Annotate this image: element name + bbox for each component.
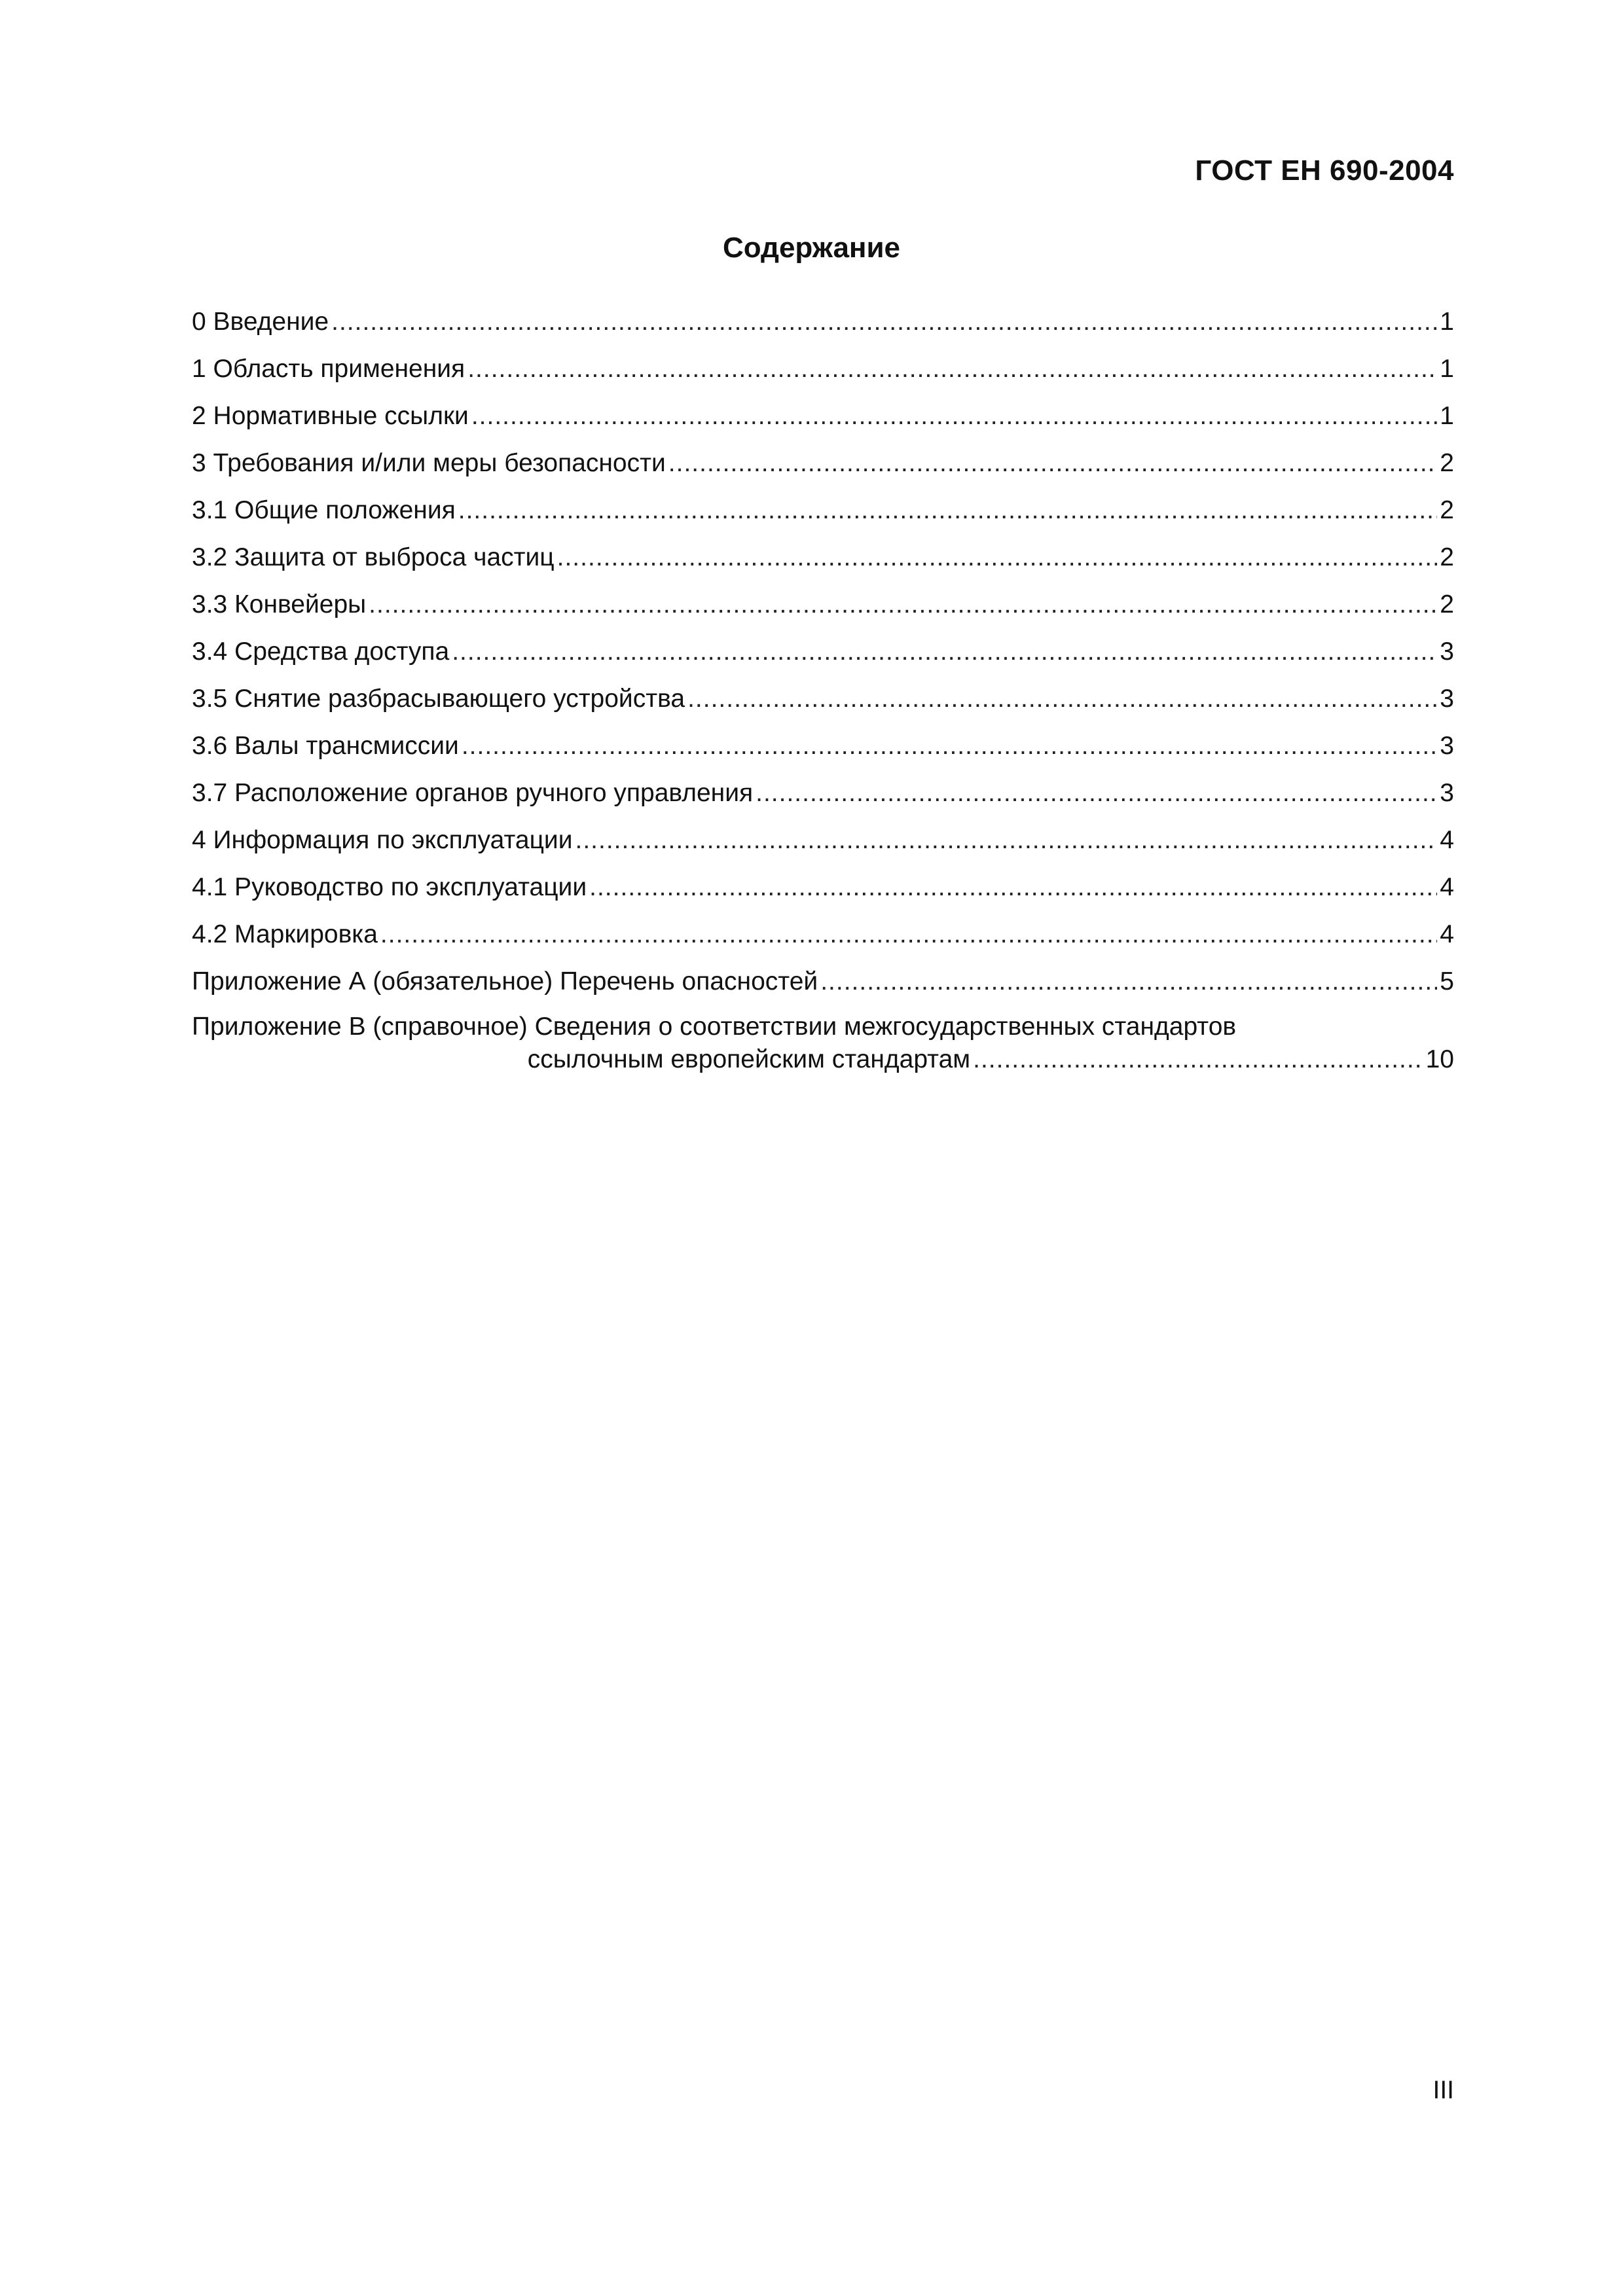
toc-entry [192,440,1454,487]
toc-entry [192,534,1454,581]
toc-leader-dots [467,346,1437,393]
toc-entry [192,487,1454,534]
toc-entry [192,864,1454,911]
toc-entry-text: 3.7 Расположение органов ручного управления [192,779,754,807]
toc-entry-text: 4.1 Руководство по эксплуатации [192,873,587,901]
toc-entry [192,770,1454,817]
toc-leader-dots [458,487,1438,534]
toc-entry-page: 4 [1440,826,1454,854]
toc-leader-dots [331,298,1437,346]
toc-leader-dots [973,1043,1423,1076]
appendix-b-title-line1: Сведения о соответствии межгосударственных стандартов [534,1013,1237,1041]
toc-entry-page: 1 [1440,308,1454,336]
toc-entry [192,958,1454,1005]
toc-entry-page: 2 [1440,449,1454,477]
toc-leader-dots [575,817,1437,864]
toc-entry [192,628,1454,675]
toc-entry-page: 1 [1440,355,1454,383]
toc-entry-text: 1 Область применения [192,355,465,383]
toc-entry-text: 0 Введение [192,308,329,336]
appendix-b-prefix: Приложение В (справочное) [192,1013,535,1041]
toc-entry-appendix-b [192,1011,1454,1076]
toc-title: Содержание [722,232,901,264]
toc-entry [192,581,1454,628]
toc-leader-dots [369,581,1437,628]
toc-leader-dots [589,864,1437,911]
toc-entry-page: 2 [1440,590,1454,619]
toc-entry [192,675,1454,723]
toc-entry-page: 2 [1440,496,1454,524]
toc-entry-page: 1 [1440,402,1454,430]
toc-entry-text: 3.1 Общие положения [192,496,456,524]
toc-entry [192,346,1454,393]
toc-entry-text: 4 Информация по эксплуатации [192,826,573,854]
toc-entry-page: 3 [1440,637,1454,666]
toc-leader-dots [471,393,1437,440]
toc-entry-text: 3.6 Валы трансмиссии [192,732,459,760]
toc-entry-text: Приложение А (обязательное) Перечень опасностей [192,967,818,996]
table-of-contents [192,298,1454,1076]
toc-entry-text: 3.5 Снятие разбрасывающего устройства [192,685,685,713]
toc-entry-page: 2 [1440,543,1454,571]
toc-entry-page: 5 [1440,967,1454,996]
appendix-b-title-line2: ссылочным европейским стандартам [527,1045,971,1073]
toc-entry-page: 10 [1425,1045,1454,1073]
toc-leader-dots [687,675,1437,723]
toc-entry [192,911,1454,958]
toc-leader-dots [557,534,1438,581]
toc-entry-text: 3 Требования и/или меры безопасности [192,449,666,477]
toc-entry-page: 4 [1440,920,1454,948]
toc-entry [192,298,1454,346]
toc-leader-dots [756,770,1437,817]
toc-entry [192,723,1454,770]
appendix-b-first-line [192,1011,1454,1043]
toc-entry-text: 3.3 Конвейеры [192,590,367,619]
toc-leader-dots [462,723,1437,770]
toc-entry [192,393,1454,440]
appendix-b-second-line [192,1043,1454,1076]
toc-leader-dots [820,958,1437,1005]
toc-entry [192,817,1454,864]
toc-entry-text: 4.2 Маркировка [192,920,378,948]
toc-entry-page: 4 [1440,873,1454,901]
toc-entry-text: 2 Нормативные ссылки [192,402,469,430]
toc-entry-text: 3.2 Защита от выброса частиц [192,543,555,571]
toc-leader-dots [452,628,1437,675]
toc-entry-page: 3 [1440,732,1454,760]
document-code: ГОСТ ЕН 690-2004 [1195,154,1454,187]
toc-entry-page: 3 [1440,685,1454,713]
toc-entry-text: 3.4 Средства доступа [192,637,450,666]
toc-leader-dots [668,440,1438,487]
page-number: III [1432,2076,1454,2104]
toc-leader-dots [380,911,1437,958]
toc-entry-page: 3 [1440,779,1454,807]
